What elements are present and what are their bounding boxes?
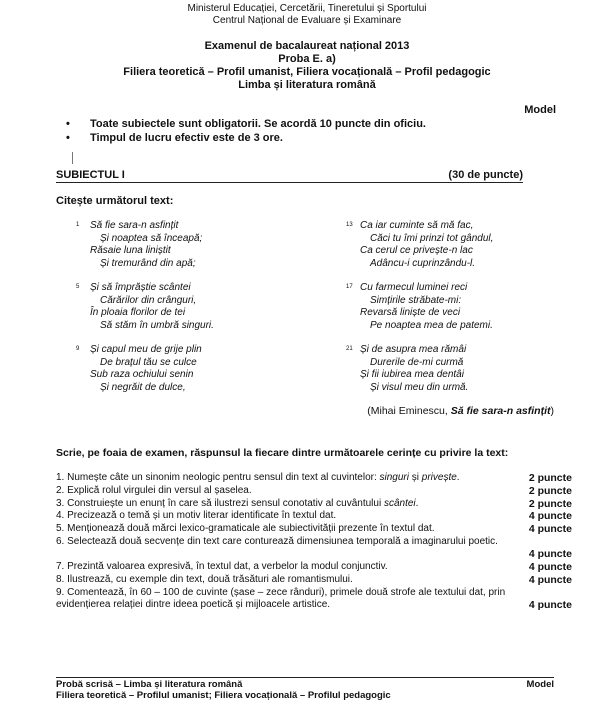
poem-stanza bbox=[76, 344, 202, 394]
poem-stanza bbox=[76, 220, 202, 270]
requirement-points: 4 puncte bbox=[528, 510, 572, 522]
poem-line: Căci tu îmi prinzi tot gândul, bbox=[370, 232, 494, 244]
requirement-points: 2 puncte bbox=[528, 472, 572, 484]
poem-line: Și să împrăștie scântei bbox=[90, 282, 191, 293]
poem-line: Să stăm în umbră singuri. bbox=[100, 319, 214, 331]
requirement-item: 9. Comentează, în 60 – 100 de cuvinte (șase – zece rânduri), primele două strofe ale textului dat, prin bbox=[56, 587, 506, 598]
requirement-points: 2 puncte bbox=[528, 485, 572, 497]
requirement-item: 4. Precizează o temă și un motiv literar identificate în textul dat. bbox=[56, 510, 337, 521]
poem-line: Sub raza ochiului senin bbox=[90, 369, 194, 380]
footer-line-1: Probă scrisă – Limba și literatura română bbox=[56, 679, 243, 690]
requirement-item: 6. Selectează două secvențe din text care conturează dimensiunea temporală a imaginarului poetic. bbox=[56, 536, 498, 547]
exam-filiera: Filiera teoretică – Profil umanist, Filiera vocațională – Profil pedagogic bbox=[123, 66, 491, 78]
footer-divider bbox=[56, 677, 554, 678]
section-divider bbox=[56, 182, 523, 183]
requirement-item-continued: evidențierea relației dintre ideea poetică și mijloacele artistice. bbox=[56, 599, 331, 610]
poem-line: Cu farmecul luminei reci bbox=[360, 282, 468, 293]
model-label: Model bbox=[524, 104, 556, 116]
exam-subject: Limba și literatura română bbox=[238, 79, 376, 91]
requirement-item: 7. Prezintă valoarea expresivă, în textul dat, a verbelor la modul conjunctiv. bbox=[56, 561, 388, 572]
poem-line: Ca iar cuminte să mă fac, bbox=[360, 220, 474, 231]
requirement-item: 2. Explică rolul virgulei din versul al șaselea. bbox=[56, 485, 252, 496]
poem-line: Și de asupra mea rămâi bbox=[360, 344, 467, 355]
poem-line: Durerile de-mi curmă bbox=[370, 356, 464, 368]
poem-stanza bbox=[76, 282, 214, 332]
evaluation-center-header: Centrul Național de Evaluare și Examinare bbox=[212, 15, 402, 26]
poem-line: Pe noaptea mea de patemi. bbox=[370, 319, 493, 331]
task-prompt: Scrie, pe foaia de examen, răspunsul la fiecare dintre următoarele cerințe cu privire la text: bbox=[56, 447, 509, 459]
poem-line: În ploaia florilor de tei bbox=[90, 307, 186, 318]
poem-line: Și tremurând din apă; bbox=[100, 257, 196, 269]
requirement-points: 4 puncte bbox=[528, 599, 572, 611]
verse-number: 21 bbox=[346, 346, 353, 352]
section-points: (30 de puncte) bbox=[448, 169, 523, 181]
poem-line: Să fie sara-n asfințit bbox=[90, 220, 179, 231]
exam-proba: Proba E. a) bbox=[278, 53, 336, 65]
instruction-text: Timpul de lucru efectiv este de 3 ore. bbox=[90, 132, 283, 144]
requirement-points: 4 puncte bbox=[528, 561, 572, 573]
poem-attribution bbox=[367, 405, 554, 417]
attribution-close: ) bbox=[550, 405, 554, 417]
poem-line: Adâncu-i cuprinzându-l. bbox=[370, 257, 476, 269]
requirement-item: 3. Construiește un enunț în care să ilustrezi sensul conotativ al cuvântului scântei. bbox=[56, 498, 419, 509]
exam-title: Examenul de bacalaureat național 2013 bbox=[204, 40, 410, 52]
verse-number: 17 bbox=[346, 284, 353, 290]
requirement-item: 1. Numește câte un sinonim neologic pentru sensul din text al cuvintelor: singuri și privește. bbox=[56, 472, 460, 483]
poem-stanza bbox=[346, 282, 493, 332]
poem-title: Să fie sara-n asfințit bbox=[450, 405, 551, 417]
instruction-text: Toate subiectele sunt obligatorii. Se acordă 10 puncte din oficiu. bbox=[90, 118, 426, 130]
poem-line: Cărărilor din crânguri, bbox=[100, 294, 197, 306]
footer-line-2: Filiera teoretică – Profilul umanist; Filiera vocațională – Profilul pedagogic bbox=[56, 690, 391, 701]
bullet-icon: • bbox=[66, 132, 70, 144]
poem-author: (Mihai Eminescu, bbox=[367, 405, 448, 417]
requirement-item: 8. Ilustrează, cu exemple din text, două trăsături ale romantismului. bbox=[56, 574, 353, 585]
poem-stanza bbox=[346, 220, 493, 270]
requirement-points: 4 puncte bbox=[528, 548, 572, 560]
poem-line: Și negrăit de dulce, bbox=[100, 381, 186, 393]
ministry-header: Ministerul Educației, Cercetării, Tineretului și Sportului bbox=[187, 3, 427, 14]
poem-line: Revarsă liniște de veci bbox=[360, 307, 461, 318]
poem-stanza bbox=[346, 344, 468, 394]
poem-line: Și capul meu de grije plin bbox=[90, 344, 202, 355]
poem-line: Și visul meu din urmă. bbox=[370, 381, 469, 393]
requirement-points: 4 puncte bbox=[528, 574, 572, 586]
requirement-points: 2 puncte bbox=[528, 498, 572, 510]
poem-line: Răsaie luna liniștit bbox=[90, 245, 171, 256]
footer-model: Model bbox=[526, 679, 554, 690]
read-prompt: Citește următorul text: bbox=[56, 195, 174, 207]
verse-number: 5 bbox=[76, 284, 80, 290]
verse-number: 1 bbox=[76, 222, 80, 228]
verse-number: 9 bbox=[76, 346, 80, 352]
bullet-icon: • bbox=[66, 118, 70, 130]
requirement-points: 4 puncte bbox=[528, 523, 572, 535]
poem-line: De brațul tău se culce bbox=[100, 356, 197, 368]
text-cursor-mark bbox=[72, 152, 73, 164]
verse-number: 13 bbox=[346, 222, 353, 228]
poem-line: Și fii iubirea mea dentâi bbox=[360, 369, 464, 380]
poem-line: Și noaptea să înceapă; bbox=[100, 232, 203, 244]
requirement-item: 5. Menționează două mărci lexico-gramaticale ale subiectivității prezente în textul dat. bbox=[56, 523, 435, 534]
section-title: SUBIECTUL I bbox=[56, 169, 125, 181]
poem-line: Ca cerul ce privește-n lac bbox=[360, 245, 473, 256]
poem-line: Simțirile străbate-mi: bbox=[370, 294, 462, 306]
